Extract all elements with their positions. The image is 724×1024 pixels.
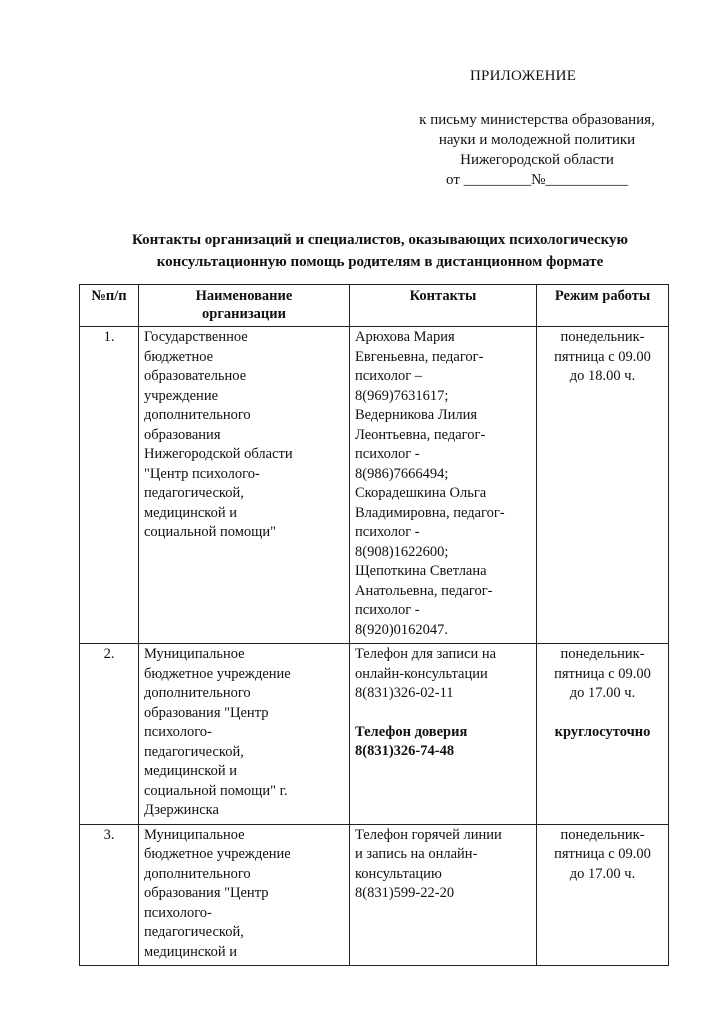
table-row <box>80 327 669 644</box>
org-line: учреждение <box>144 387 219 404</box>
org-line: дополнительного <box>144 407 251 423</box>
contact-line: Телефон для записи на <box>355 646 497 662</box>
organization-contacts <box>350 824 537 966</box>
trust-phone-label: Телефон доверия <box>355 723 468 740</box>
org-line: психолого- <box>144 724 212 740</box>
row-number: 2. <box>80 644 139 825</box>
contact-phone: 8(969)7631617; <box>355 387 449 404</box>
org-line: Муниципальное <box>144 646 245 662</box>
working-hours <box>537 327 669 644</box>
contact-line: Евгеньевна, педагог- <box>355 348 484 365</box>
hours-line: понедельник- <box>560 329 645 345</box>
contact-line: Телефон горячей линии <box>355 826 502 843</box>
contact-line: психолог - <box>355 446 420 462</box>
header-name-line: организации <box>202 306 286 322</box>
hours-line: пятница с 09.00 <box>554 846 651 862</box>
contact-line: Ведерникова Лилия <box>355 407 478 423</box>
org-line: Дзержинска <box>144 802 219 818</box>
annex-ref-line: науки и молодежной политики <box>438 132 636 148</box>
organization-contacts <box>350 327 537 644</box>
heading-line: консультационную помощь родителям в дистанционном формате <box>156 254 604 270</box>
org-line: психолого- <box>144 904 212 921</box>
org-line: медицинской и <box>144 943 237 960</box>
annex-ref-line: к письму министерства образования, <box>419 112 655 128</box>
contacts-table <box>79 284 669 966</box>
working-hours <box>537 824 669 966</box>
annex-reference <box>392 110 682 190</box>
contact-line: психолог – <box>355 368 423 384</box>
contact-line: Арюхова Мария <box>355 329 455 345</box>
annex-ref-line: от _________№___________ <box>446 172 628 188</box>
spacer <box>542 704 663 723</box>
spacer <box>355 704 531 723</box>
header-contacts: Контакты <box>350 285 537 327</box>
organization-name <box>139 327 350 644</box>
org-line: образования "Центр <box>144 885 269 901</box>
header-num: №п/п <box>80 285 139 327</box>
contact-line: консультацию <box>355 865 442 882</box>
contact-line: Скорадешкина Ольга <box>355 485 487 501</box>
hours-line: понедельник- <box>560 826 645 843</box>
annex-ref-line: Нижегородской области <box>460 152 614 168</box>
contact-line: и запись на онлайн- <box>355 846 478 862</box>
table-header-row <box>80 285 669 327</box>
org-line: педагогической, <box>144 743 244 760</box>
org-line: "Центр психолого- <box>144 465 260 482</box>
org-line: бюджетное <box>144 348 214 365</box>
header-name <box>139 285 350 327</box>
org-line: медицинской и <box>144 763 237 779</box>
header-hours: Режим работы <box>537 285 669 327</box>
hours-line: пятница с 09.00 <box>554 665 651 682</box>
contact-line: Щепоткина Светлана <box>355 563 487 579</box>
org-line: образования "Центр <box>144 704 269 721</box>
org-line: дополнительного <box>144 865 251 882</box>
contact-line: психолог - <box>355 524 420 540</box>
org-line: Нижегородской области <box>144 446 293 462</box>
org-line: медицинской и <box>144 504 237 521</box>
hours-line: до 18.00 ч. <box>569 368 636 384</box>
hours-line: понедельник- <box>560 646 645 662</box>
contact-line: Владимировна, педагог- <box>355 504 505 521</box>
org-line: педагогической, <box>144 485 244 501</box>
contact-line: онлайн-консультации <box>355 665 488 682</box>
org-line: Государственное <box>144 329 248 345</box>
contact-phone: 8(831)326-02-11 <box>355 685 454 701</box>
contact-line: психолог - <box>355 602 420 618</box>
heading-line: Контакты организаций и специалистов, оказывающих психологическую <box>132 232 628 248</box>
organization-name <box>139 644 350 825</box>
contact-line: Леонтьевна, педагог- <box>355 426 486 443</box>
contact-phone: 8(920)0162047. <box>355 621 449 638</box>
organization-name <box>139 824 350 966</box>
hours-line: пятница с 09.00 <box>554 348 651 365</box>
contact-phone: 8(986)7666494; <box>355 465 449 482</box>
org-line: бюджетное учреждение <box>144 665 291 682</box>
hours-line: до 17.00 ч. <box>569 865 636 882</box>
working-hours <box>537 644 669 825</box>
document-heading <box>70 229 690 273</box>
org-line: социальной помощи" г. <box>144 782 288 799</box>
org-line: социальной помощи" <box>144 524 277 540</box>
trust-phone-number: 8(831)326-74-48 <box>355 743 455 759</box>
table-row <box>80 824 669 966</box>
contact-line: Анатольевна, педагог- <box>355 582 493 599</box>
contact-phone: 8(908)1622600; <box>355 543 449 560</box>
organization-contacts <box>350 644 537 825</box>
org-line: педагогической, <box>144 924 244 940</box>
table-row <box>80 644 669 825</box>
row-number: 3. <box>80 824 139 966</box>
org-line: бюджетное учреждение <box>144 846 291 862</box>
hours-line: до 17.00 ч. <box>569 685 636 701</box>
header-name-line: Наименование <box>195 288 293 304</box>
org-line: Муниципальное <box>144 826 245 843</box>
row-number: 1. <box>80 327 139 644</box>
hours-trust: круглосуточно <box>554 723 651 740</box>
contact-phone: 8(831)599-22-20 <box>355 885 455 901</box>
org-line: дополнительного <box>144 685 251 701</box>
org-line: образования <box>144 426 221 443</box>
org-line: образовательное <box>144 368 247 384</box>
annex-title: ПРИЛОЖЕНИЕ <box>470 68 577 84</box>
